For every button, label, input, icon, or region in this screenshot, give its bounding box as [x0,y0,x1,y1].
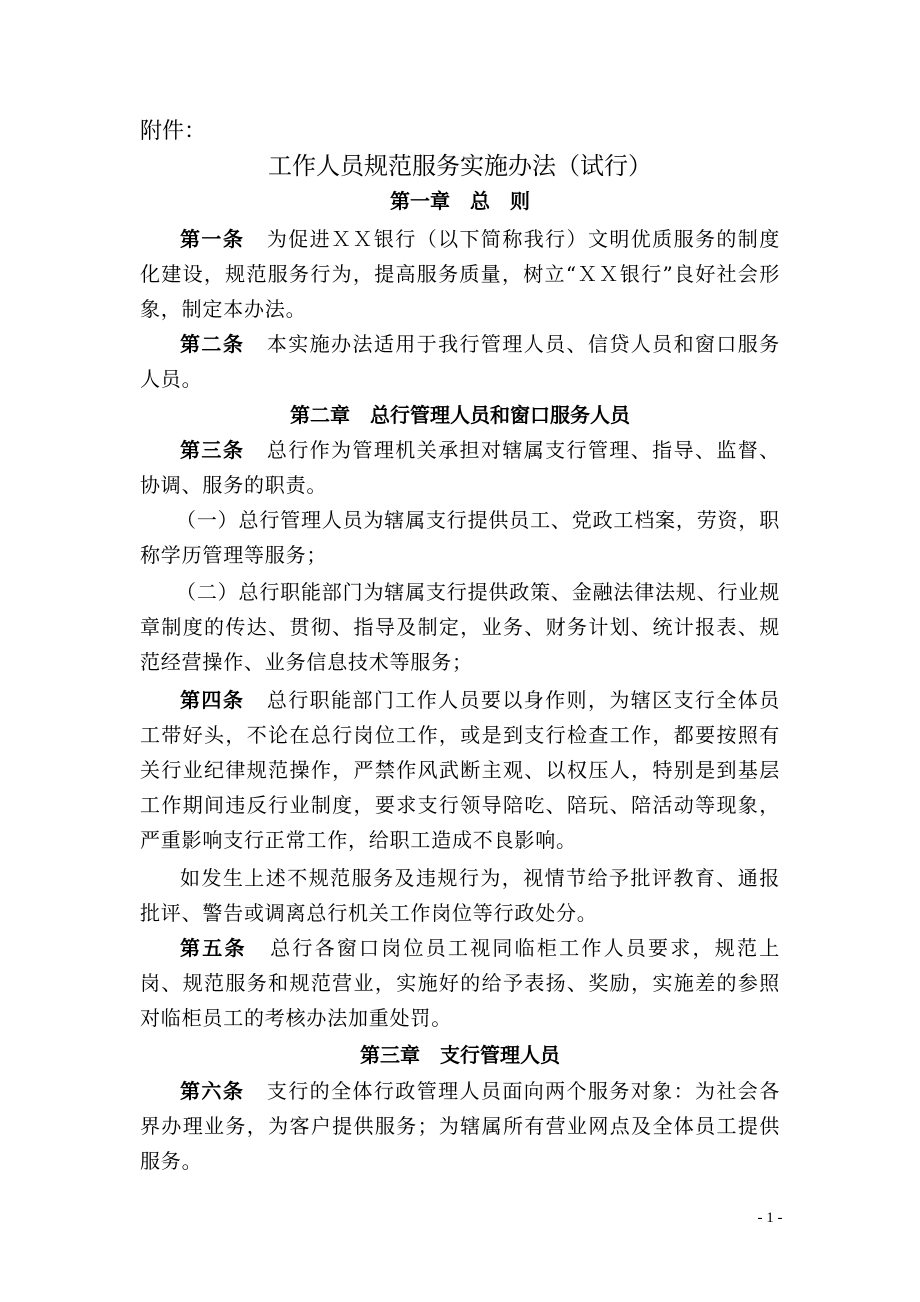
body-text: 如发生上述不规范服务及违规行为，视情节给予批评教育、通报批评、警告或调离总行机关工作岗位等行政处分。 [140,866,780,925]
article-text: 总行作为管理机关承担对辖属支行管理、指导、监督、协调、服务的职责。 [140,438,781,497]
article-label: 第五条 [180,936,247,960]
article-text: 支行的全体行政管理人员面向两个服务对象：为社会各界办理业务，为客户提供服务；为辖属所有营业网点及全体员工提供服务。 [140,1079,781,1173]
article-text: 总行各窗口岗位员工视同临柜工作人员要求，规范上岗、规范服务和规范营业，实施好的给予表扬、奖励，实施差的参照对临柜员工的考核办法加重处罚。 [140,936,780,1030]
clause-paragraph [140,575,780,680]
body-paragraph [140,861,780,931]
article-text: 总行职能部门工作人员要以身作则，为辖区支行全体员工带好头，不论在总行岗位工作，或是到支行检查工作，都要按照有关行业纪律规范操作，严禁作风武断主观、以权压人，特别是到基层工作期间违反行业制度，要求支行领导陪吃、陪玩、陪活动等现象，严重影响支行正常工作，给职工造成不良影响。 [140,688,781,852]
clause-text: （二）总行职能部门为辖属支行提供政策、金融法律法规、行业规章制度的传达、贯彻、指导及制定，业务、财务计划、统计报表、规范经营操作、业务信息技术等服务； [140,580,780,674]
article-paragraph [140,222,780,327]
article-text: 本实施办法适用于我行管理人员、信贷人员和窗口服务人员。 [140,332,781,391]
article-label: 第四条 [180,688,245,712]
clause-text: （一）总行管理人员为辖属支行提供员工、党政工档案，劳资，职称学历管理等服务； [140,508,780,567]
article-paragraph [140,683,780,858]
document-title: 工作人员规范服务实施办法（试行） [268,152,652,180]
article-paragraph [140,1074,780,1179]
article-paragraph [140,433,780,503]
chapter-heading: 第二章 总行管理人员和窗口服务人员 [290,403,630,427]
article-paragraph [140,327,780,397]
page-number: - 1 - [757,1210,783,1226]
chapter-heading: 第三章 支行管理人员 [360,1043,560,1067]
chapter-heading: 第一章 总 则 [390,189,530,213]
article-paragraph [140,931,780,1036]
article-label: 第一条 [180,227,245,251]
article-label: 第二条 [180,332,245,356]
article-label: 第六条 [180,1079,245,1103]
article-label: 第三条 [180,438,245,462]
article-text: 为促进ＸＸ银行（以下简称我行）文明优质服务的制度化建设，规范服务行为，提高服务质量，树立“ＸＸ银行”良好社会形象，制定本办法。 [140,227,781,321]
clause-paragraph [140,503,780,573]
attachment-label: 附件： [140,119,207,144]
